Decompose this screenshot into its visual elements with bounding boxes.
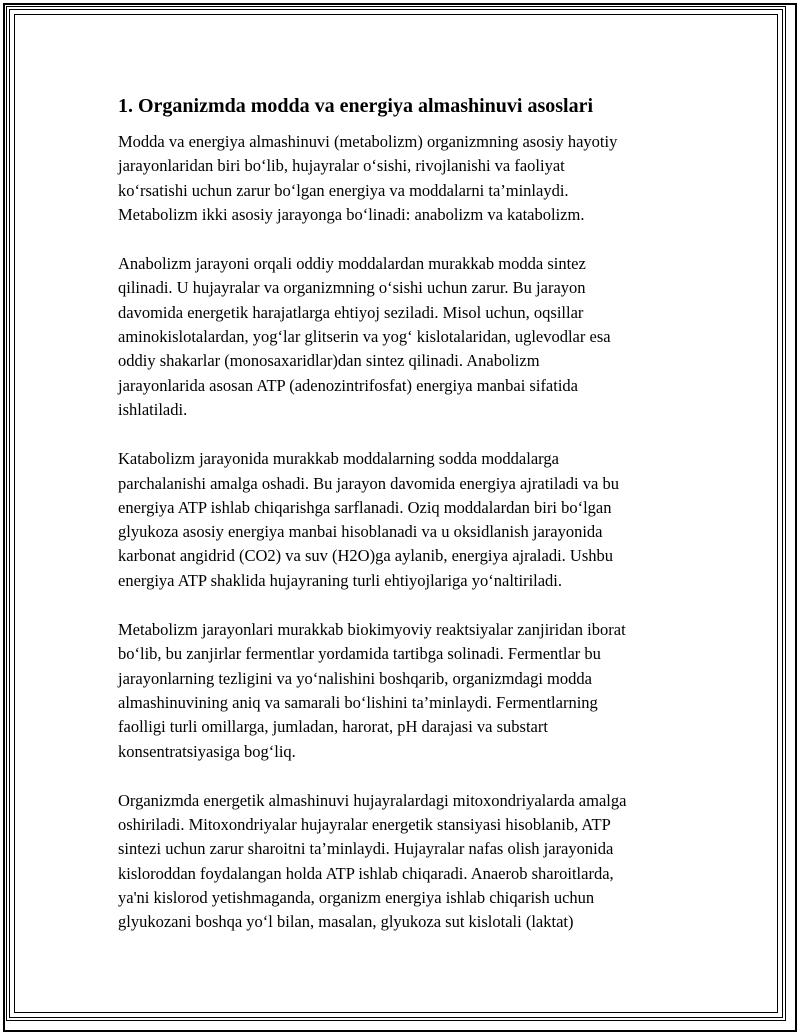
text-line: konsentratsiyasiga bog‘liq. xyxy=(118,741,296,761)
paragraph-mitochondria xyxy=(118,789,698,935)
text-line: energiya ATP shaklida hujayraning turli ehtiyojlariga yo‘naltiriladi. xyxy=(118,570,563,590)
text-line: ko‘rsatishi uchun zarur bo‘lgan energiya va moddalarni ta’minlaydi. xyxy=(118,180,569,200)
text-line: ya'ni kislorod yetishmaganda, organizm energiya ishlab chiqarish uchun xyxy=(118,888,595,908)
text-line: Modda va energiya almashinuvi (metabolizm) organizmning asosiy hayotiy xyxy=(118,132,618,151)
text-line: davomida energetik harajatlarga ehtiyoj seziladi. Misol uchun, oqsillar xyxy=(118,302,584,322)
text-line: oshiriladi. Mitoxondriyalar hujayralar energetik stansiyasi hisoblanib, ATP xyxy=(118,815,611,835)
text-line: ishlatiladi. xyxy=(118,399,188,419)
document-body xyxy=(118,93,698,960)
text-line: faolligi turli omillarga, jumladan, harorat, pH darajasi va substart xyxy=(118,717,548,737)
paragraph-enzymes xyxy=(118,618,698,764)
text-line: jarayonlarning tezligini va yo‘nalishini boshqarib, organizmdagi modda xyxy=(118,668,592,688)
paragraph-metabolism-intro xyxy=(118,130,698,227)
text-line: Anabolizm jarayoni orqali oddiy moddalardan murakkab modda sintez xyxy=(118,254,586,274)
text-line: bo‘lib, bu zanjirlar fermentlar yordamida tartibga solinadi. Fermentlar bu xyxy=(118,644,601,664)
text-line: almashinuvining aniq va samarali bo‘lishini ta’minlaydi. Fermentlarning xyxy=(118,692,598,712)
text-line: jarayonlarida asosan ATP (adenozintrifosfat) energiya manbai sifatida xyxy=(118,375,579,395)
text-line: Metabolizm jarayonlari murakkab biokimyoviy reaktsiyalar zanjiridan iborat xyxy=(118,620,626,640)
text-line: jarayonlaridan biri bo‘lib, hujayralar o‘sishi, rivojlanishi va faoliyat xyxy=(118,156,565,176)
text-line: Metabolizm ikki asosiy jarayonga bo‘linadi: anabolizm va katabolizm. xyxy=(118,204,585,224)
text-line: parchalanishi amalga oshadi. Bu jarayon davomida energiya ajratiladi va bu xyxy=(118,473,619,493)
text-line: Katabolizm jarayonida murakkab moddalarning sodda moddalarga xyxy=(118,449,559,469)
text-line: energiya ATP ishlab chiqarishga sarflanadi. Oziq moddalardan biri bo‘lgan xyxy=(118,497,612,517)
paragraph-catabolism xyxy=(118,447,698,593)
text-line: sintezi uchun zarur sharoitni ta’minlaydi. Hujayralar nafas olish jarayonida xyxy=(118,839,614,859)
section-heading: 1. Organizmda modda va energiya almashinuvi asoslari xyxy=(118,95,594,117)
text-line: oddiy shakarlar (monosaxaridlar)dan sintez qilinadi. Anabolizm xyxy=(118,351,540,371)
text-line: kisloroddan foydalangan holda ATP ishlab chiqaradi. Anaerob sharoitlarda, xyxy=(118,863,614,883)
text-line: karbonat angidrid (CO2) va suv (H2O)ga aylanib, energiya ajraladi. Ushbu xyxy=(118,546,614,566)
text-line: qilinadi. U hujayralar va organizmning o‘sishi uchun zarur. Bu jarayon xyxy=(118,278,586,298)
text-line: glyukoza asosiy energiya manbai hisoblanadi va u oksidlanish jarayonida xyxy=(118,522,603,542)
text-line: aminokislotalardan, yog‘lar glitserin va yog‘ kislotalaridan, uglevodlar esa xyxy=(118,327,611,347)
text-line: glyukozani boshqa yo‘l bilan, masalan, glyukoza sut kislotali (laktat) xyxy=(118,912,574,932)
paragraph-anabolism xyxy=(118,252,698,422)
text-line: Organizmda energetik almashinuvi hujayralardagi mitoxondriyalarda amalga xyxy=(118,790,627,810)
